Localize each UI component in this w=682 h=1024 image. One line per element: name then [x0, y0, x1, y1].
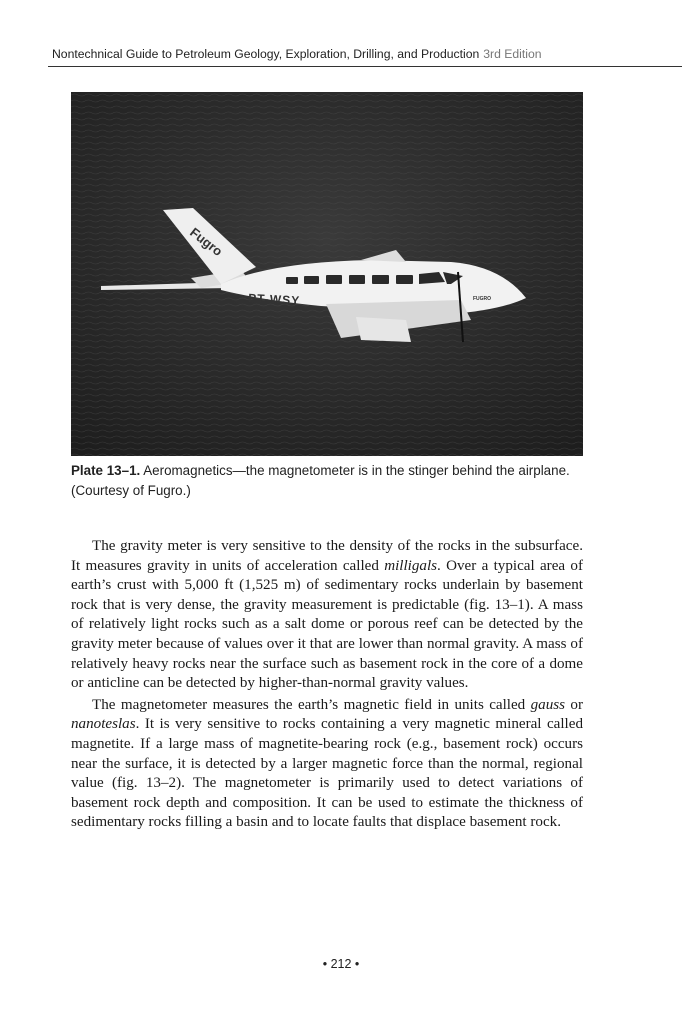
body-text: [71, 537, 583, 835]
tail-logo: Fugro: [187, 224, 226, 260]
registration-text: PT-WSY: [247, 291, 301, 308]
paragraph-magnetometer: The magnetometer measures the earth’s magnetic field in units called gauss or nanoteslas. It is very sensitive to rocks containing a very magnetic mineral called magnetite. If a large mass of magnetite-bearing rock (e.g., basement rock) occurs near the surface, it is detected by a larger magnetic force than the normal, regional value (fig. 13–2). The magnetometer is primarily used to detect variations of basement rock depth and composition. It can be used to estimate the thickness of sedimentary rocks filling a basin and to locate faults that displace basement rock.: [71, 696, 583, 831]
figure-caption: [71, 461, 591, 501]
edition-label: 3rd Edition: [483, 47, 542, 61]
caption-label: Plate 13–1.: [71, 463, 141, 478]
engine-nacelle: [356, 317, 411, 342]
airplane-illustration: [71, 92, 583, 456]
term-milligals: milligals: [384, 557, 438, 574]
term-gauss: gauss: [530, 696, 566, 713]
plate-photo-airplane: [71, 92, 583, 456]
term-nanoteslas: nanoteslas: [71, 716, 136, 733]
running-header: [52, 47, 682, 61]
nose-logo: FUGRO: [473, 296, 492, 302]
caption-text: Aeromagnetics—the magnetometer is in the stinger behind the airplane. (Courtesy of Fugro.): [71, 463, 570, 498]
paragraph-gravity: The gravity meter is very sensitive to the density of the rocks in the subsurface. It measures gravity in units of acceleration called milligals. Over a typical area of earth’s crust with 5,000 ft (1,525 m) of sedimentary rocks underlain by basement rock that is very dense, the gravity measurement is predictable (fig. 13–1). A mass of relatively light rocks such as a salt dome or porous reef can be detected by the gravity meter because of values over it that are lower than normal gravity. A mass of relatively heavy rocks near the surface such as basement rock in the core of a dome or anticline can be detected by higher-than-normal gravity values.: [71, 538, 583, 692]
page-number: • 212 •: [322, 957, 360, 971]
header-rule: [48, 66, 682, 67]
book-title: Nontechnical Guide to Petroleum Geology, Exploration, Drilling, and Production: [52, 47, 480, 61]
